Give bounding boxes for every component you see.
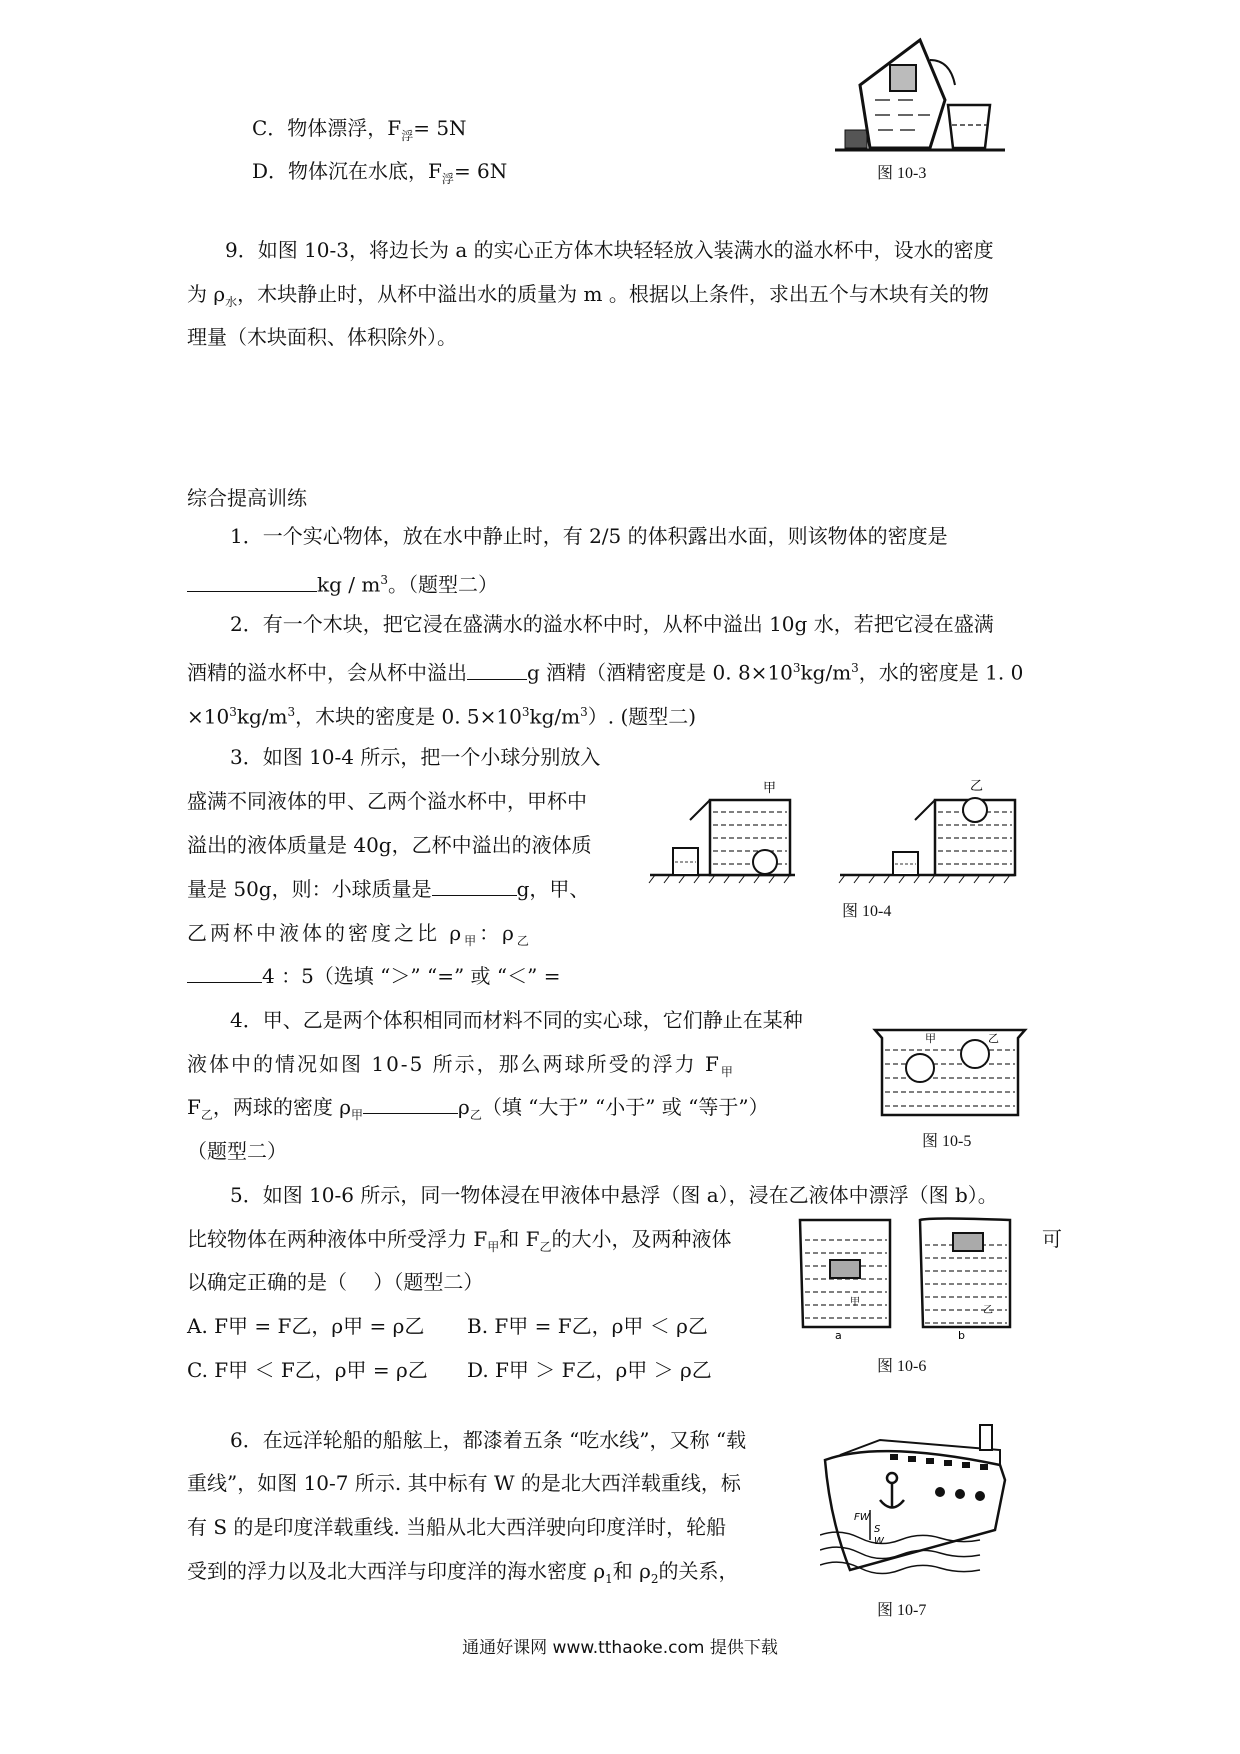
- figure-10-4-label-jia: 甲: [763, 781, 777, 796]
- figure-10-6-label-jia: 甲: [850, 1297, 860, 1308]
- figure-10-5-label-jia: 甲: [925, 1032, 936, 1045]
- q9-line1: 9．如图 10-3，将边长为 a 的实心正方体木块轻轻放入装满水的溢水杯中，设水的密度: [225, 238, 994, 262]
- p3-line2: 盛满不同液体的甲、乙两个溢水杯中，甲杯中: [187, 789, 587, 813]
- figure-10-6-label-b: b: [958, 1329, 965, 1340]
- figure-10-5-two-balls: [870, 1020, 1030, 1120]
- figure-10-7-caption: 图 10-7: [877, 1602, 927, 1619]
- figure-10-7-label-w: W: [874, 1536, 884, 1547]
- p5-line2: 比较物体在两种液体中所受浮力 $F_甲$和 $F_乙$的大小，及两种液体: [187, 1227, 732, 1254]
- p4-line2: 液体中的情况如图 10-5 所示，那么两球所受的浮力 $F_甲$: [187, 1052, 735, 1079]
- figure-10-6-caption: 图 10-6: [877, 1358, 927, 1375]
- p3-line3: 溢出的液体质量是 40g，乙杯中溢出的液体质: [187, 833, 592, 857]
- p6-line4: 受到的浮力以及北大西洋与印度洋的海水密度 $\rho_1$和 $\rho_2$的关系，: [187, 1559, 739, 1586]
- figure-10-5-label-yi: 乙: [988, 1032, 999, 1045]
- p2-line1: 2．有一个木块，把它浸在盛满水的溢水杯中时，从杯中溢出 10g 水，若把它浸在盛满: [230, 612, 994, 636]
- p6-line3: 有 S 的是印度洋载重线. 当船从北大西洋驶向印度洋时，轮船: [187, 1515, 727, 1539]
- figure-10-3-overflow-cup: [830, 30, 1030, 155]
- option-c: C．物体漂浮，$F_浮= 5N$: [252, 116, 467, 143]
- p3-line1: 3．如图 10-4 所示，把一个小球分别放入: [230, 745, 601, 769]
- p2-line3: $\times 10^3kg/m^3$，木块的密度是 0. $5\times 10^3kg/m^3$）. (题型二): [187, 704, 697, 729]
- figure-10-7-ship: [820, 1420, 1020, 1580]
- figure-10-4-caption: 图 10-4: [842, 903, 892, 920]
- figure-10-4-two-cups: [645, 770, 1025, 890]
- p5-line3: 以确定正确的是（ ）（题型二）: [187, 1270, 484, 1294]
- footer-credit: 通通好课网 www.tthaoke.com 提供下载: [462, 1638, 778, 1658]
- p2-line2: 酒精的溢水杯中，会从杯中溢出 g 酒精（酒精密度是 0. $8\times 10^3kg/m^3$，水的密度是 1. 0: [187, 660, 1024, 685]
- figure-10-3-caption: 图 10-3: [877, 165, 927, 182]
- answer-blank[interactable]: [363, 1095, 458, 1114]
- p6-line1: 6．在远洋轮船的船舷上，都漆着五条 “吃水线”，又称 “载: [230, 1428, 747, 1452]
- p5-option-b: B. F甲 = F乙，ρ甲 ＜ ρ乙: [467, 1314, 708, 1338]
- figure-10-6-two-beakers: [795, 1215, 1025, 1340]
- p6-line2: 重线”，如图 10-7 所示. 其中标有 W 的是北大西洋载重线，标: [187, 1471, 741, 1495]
- p5-option-d: D. F甲 ＞ F乙，ρ甲 ＞ ρ乙: [467, 1358, 712, 1382]
- figure-10-4-label-yi: 乙: [970, 779, 984, 794]
- figure-10-6-label-yi: 乙: [983, 1305, 993, 1316]
- figure-10-5-caption: 图 10-5: [922, 1133, 972, 1150]
- q9-line2: 为 $\rho_水$，木块静止时，从杯中溢出水的质量为 m 。根据以上条件，求出五个与木块有关的物: [187, 282, 989, 309]
- p5-option-a: A. F甲 = F乙，ρ甲 = ρ乙: [187, 1314, 425, 1338]
- q9-line3: 理量（木块面积、体积除外）。: [187, 325, 457, 349]
- p5-line2-tail: 可: [1042, 1227, 1062, 1251]
- p5-option-c: C. F甲 ＜ F乙，ρ甲 = ρ乙: [187, 1358, 428, 1382]
- answer-blank[interactable]: [432, 877, 517, 896]
- figure-10-7-label-fw: FW: [854, 1512, 870, 1523]
- section-title: 综合提高训练: [187, 486, 307, 510]
- p4-line3: $F_乙$，两球的密度 $\rho_甲$ $\rho_乙$（填 “大于” “小于” 或 “等于”）: [187, 1095, 769, 1122]
- answer-blank[interactable]: [187, 964, 262, 983]
- p5-line1: 5．如图 10-6 所示，同一物体浸在甲液体中悬浮（图 a），浸在乙液体中漂浮（图 b）。: [230, 1183, 998, 1207]
- answer-blank[interactable]: [467, 661, 527, 680]
- p1-line1: 1．一个实心物体，放在水中静止时，有 2/5 的体积露出水面，则该物体的密度是: [230, 524, 948, 548]
- answer-blank[interactable]: [187, 573, 317, 592]
- option-d: D．物体沉在水底，$F_浮= 6N$: [252, 159, 508, 186]
- p1-line2: kg / $m^3$。（题型二）: [187, 566, 498, 599]
- p3-line4: 量是 50g，则：小球质量是 g，甲、: [187, 877, 590, 901]
- figure-10-7-label-s: S: [874, 1524, 881, 1535]
- figure-10-6-label-a: a: [835, 1329, 842, 1340]
- p3-line6: 4 ：5（选填 “＞” “=” 或 “＜” =: [187, 962, 560, 990]
- p4-line1: 4．甲、乙是两个体积相同而材料不同的实心球，它们静止在某种: [230, 1008, 803, 1032]
- p4-line4: （题型二）: [187, 1139, 287, 1163]
- p3-line5: 乙两杯中液体的密度之比 $\rho_甲$：$\rho_乙$: [187, 921, 532, 948]
